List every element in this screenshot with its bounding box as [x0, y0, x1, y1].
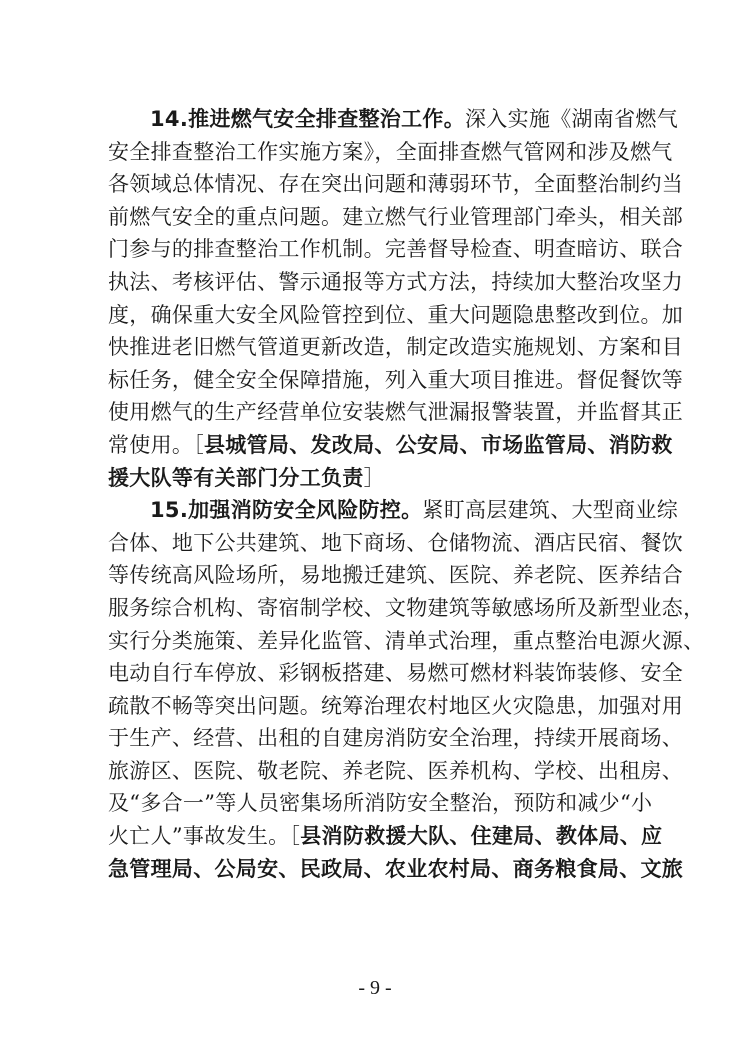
text-line — [108, 527, 684, 560]
text-segment: 各领域总体情况、存在突出问题和薄弱环节，全面整治制约当 — [108, 172, 684, 197]
text-segment: 门参与的排查整治工作机制。完善督导检查、明查暗访、联合 — [108, 237, 684, 262]
section-14-gas-safety — [108, 103, 684, 494]
text-line — [108, 657, 684, 690]
text-line — [108, 429, 673, 462]
text-segment: 及“多合一”等人员密集场所消防安全整治，预防和减少“小 — [108, 791, 653, 816]
text-line — [108, 299, 684, 332]
text-segment: 常使用。［ — [108, 432, 204, 457]
text-line — [108, 103, 678, 136]
text-line — [108, 201, 684, 234]
text-line — [108, 462, 643, 495]
bold-text-segment: 县城管局、发改局、公安局、市场监管局、消防救 — [204, 432, 673, 457]
page-number: - 9 - — [358, 977, 392, 999]
text-segment: 等传统高风险场所，易地搬迁建筑、医院、养老院、医养结合 — [108, 563, 684, 588]
text-segment: 紧盯高层建筑、大型商业综 — [422, 498, 679, 523]
text-segment: 标任务，健全安全保障措施，列入重大项目推进。督促餐饮等 — [108, 367, 684, 392]
text-line — [108, 559, 684, 592]
text-line — [108, 690, 684, 723]
text-line — [108, 266, 684, 299]
text-segment: 使用燃气的生产经营单位安装燃气泄漏报警装置，并监督其正 — [108, 400, 684, 425]
section-15-fire-safety — [108, 494, 705, 885]
text-line — [108, 787, 653, 820]
text-line — [108, 233, 684, 266]
text-segment: 于生产、经营、出租的自建房消防安全治理，持续开展商场、 — [108, 726, 684, 751]
text-segment: 实行分类施策、差异化监管、清单式治理，重点整治电源火源、 — [108, 628, 705, 653]
bold-text-segment: 援大队等有关部门分工负责 — [108, 465, 364, 490]
text-line — [108, 494, 679, 527]
text-segment: 快推进老旧燃气管道更新改造，制定改造实施规划、方案和目 — [108, 335, 684, 360]
text-line — [108, 625, 705, 658]
text-line — [108, 168, 684, 201]
text-line — [108, 364, 684, 397]
bold-text-segment: 15.加强消防安全风险防控。 — [150, 498, 423, 523]
text-line — [108, 136, 673, 169]
text-segment: 疏散不畅等突出问题。统筹治理农村地区火灾隐患，加强对用 — [108, 693, 684, 718]
text-segment: 执法、考核评估、警示通报等方式方法，持续加大整治攻坚力 — [108, 269, 684, 294]
text-segment: 火亡人”事故发生。［ — [108, 824, 301, 849]
bold-text-segment: 14.推进燃气安全排查整治工作。 — [150, 107, 465, 131]
text-segment: 度，确保重大安全风险管控到位、重大问题隐患整改到位。加 — [108, 302, 684, 327]
text-segment: 前燃气安全的重点问题。建立燃气行业管理部门牵头，相关部 — [108, 204, 684, 229]
text-segment: 电动自行车停放、彩钢板搭建、易燃可燃材料装饰装修、安全 — [108, 661, 684, 686]
text-segment: 安全排查整治工作实施方案》，全面排查燃气管网和涉及燃气 — [108, 139, 673, 164]
text-line — [108, 853, 684, 886]
text-line — [108, 722, 684, 755]
text-line — [108, 331, 684, 364]
bold-text-segment: 急管理局、公局安、民政局、农业农村局、商务粮食局、文旅 — [108, 856, 684, 881]
document-body — [108, 103, 705, 885]
text-segment: ］ — [363, 465, 385, 490]
text-segment: 合体、地下公共建筑、地下商场、仓储物流、酒店民宿、餐饮 — [108, 530, 684, 555]
text-segment: 服务综合机构、寄宿制学校、文物建筑等敏感场所及新型业态， — [108, 595, 705, 620]
text-line — [108, 755, 684, 788]
text-segment: 旅游区、医院、敬老院、养老院、医养机构、学校、出租房、 — [108, 758, 684, 783]
text-line — [108, 396, 684, 429]
bold-text-segment: 县消防救援大队、住建局、教体局、应 — [300, 824, 663, 849]
text-line — [108, 592, 705, 625]
text-line — [108, 820, 663, 853]
text-segment: 深入实施《湖南省燃气 — [465, 107, 678, 131]
